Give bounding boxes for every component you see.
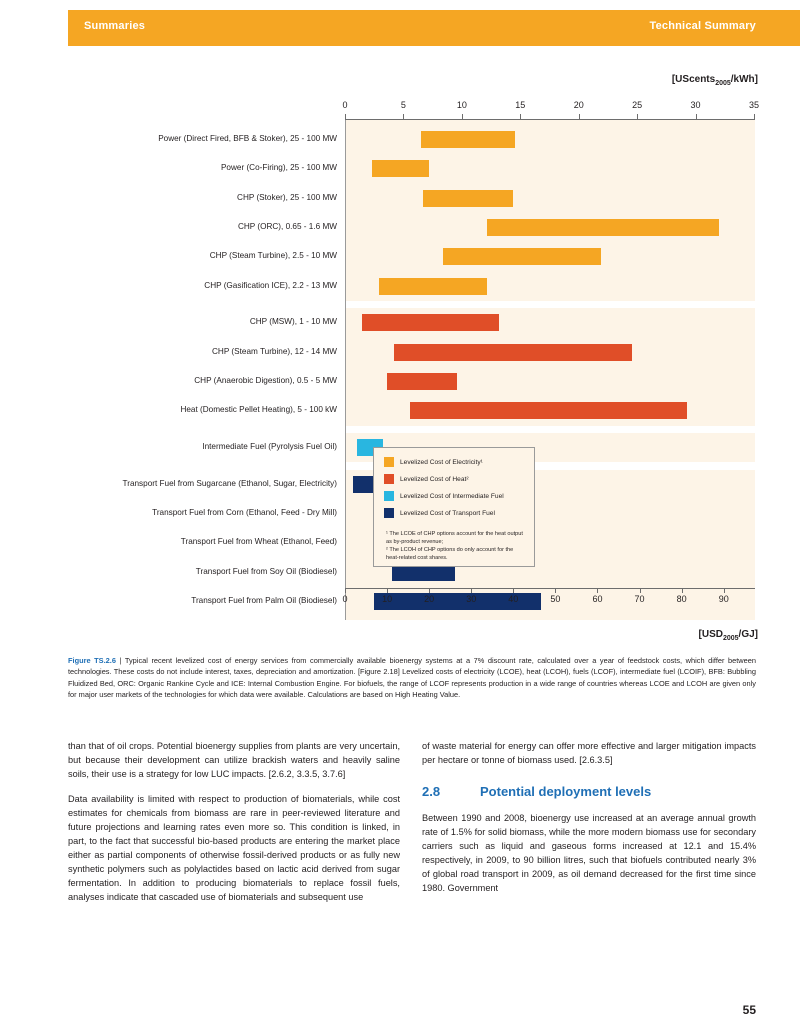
bar-category-label: CHP (Anaerobic Digestion), 0.5 - 5 MW	[194, 375, 337, 385]
plot-area	[68, 98, 758, 610]
figure-caption-text: | Typical recent levelized cost of energy services from commercially available bioenergy systems at a 7% discount rate, calculated over a year of feedstock costs, which differ between technologies. These costs do not include interest, taxes, depreciation and amortization. [Figure 2.18] Levelized costs of electricity (LCOE), heat (LCOH), fuels (LCOF), intermediate fuel (LCOIF), BFB: Bubbling Fluidized Bed, ORC: Organic Rankine Cycle and ICE: Internal Combustion Engine. For biofuels, the range of LCOF represents production in a wide range of countries whereas LCOE and LCOH are given only for major user markets of the technologies for which data were available. Calculations are based on High Heating Value.	[68, 656, 756, 700]
bottom-axis-unit	[699, 629, 758, 642]
axis-tick-label: 60	[592, 594, 603, 604]
axis-tick-label: 40	[508, 594, 519, 604]
axis-tick-label: 30	[466, 594, 477, 604]
bar-category-label: Transport Fuel from Palm Oil (Biodiesel)	[191, 596, 337, 605]
chart-bar	[423, 190, 513, 207]
bottom-axis-unit-sub: 2005	[722, 635, 739, 642]
legend-swatch	[384, 508, 394, 518]
top-axis-unit-post: /kWh]	[730, 74, 758, 85]
bottom-axis-unit-post: /GJ]	[738, 629, 758, 640]
bar-category-label: Heat (Domestic Pellet Heating), 5 - 100 kW	[180, 405, 337, 415]
axis-tick-mark	[429, 588, 430, 593]
chart-legend	[373, 447, 535, 567]
axis-tick-mark	[471, 588, 472, 593]
axis-tick-mark	[682, 588, 683, 593]
body-column-left	[68, 740, 400, 916]
bar-category-label: Transport Fuel from Sugarcane (Ethanol, Sugar, Electricity)	[122, 478, 337, 488]
axis-tick-mark	[345, 588, 346, 593]
category-labels	[68, 98, 348, 610]
header-left-label: Summaries	[84, 20, 146, 32]
bar-category-label: Intermediate Fuel (Pyrolysis Fuel Oil)	[202, 442, 337, 451]
axis-tick-label: 20	[573, 100, 584, 110]
chart-bar	[421, 131, 516, 148]
axis-tick-label: 30	[690, 100, 701, 110]
legend-label: Levelized Cost of Heat²	[400, 476, 469, 483]
legend-swatch	[384, 491, 394, 501]
bottom-axis-ticks	[342, 588, 754, 610]
axis-tick-label: 0	[342, 594, 348, 604]
figure-caption-label: Figure TS.2.6	[68, 656, 116, 665]
bar-category-label: CHP (ORC), 0.65 - 1.6 MW	[237, 221, 337, 231]
chart-bar	[387, 373, 457, 390]
paragraph: Data availability is limited with respect to production of biomaterials, while cost estimates for chemicals from biomass are rare in peer-reviewed literature and future projections and learning rates even more so. This condition is linked, in part, to the fact that successful bio-based products are entering the market place either as partial components of otherwise fossil-derived products or as fully new synthetic polymers such as polylactides based on lactic acid derived from sugar fermentation. In addition to producing biomaterials to replace fossil fuels, analyses indicate that cascaded use of biomaterials and subsequent use	[68, 793, 400, 902]
legend-label: Levelized Cost of Transport Fuel	[400, 510, 495, 517]
chart-bar	[362, 314, 499, 331]
axis-tick-mark	[724, 588, 725, 593]
legend-footnote: ² The LCOH of CHP options do only account for the heat-related cost shares.	[386, 547, 514, 562]
axis-tick-mark	[555, 588, 556, 593]
bar-category-label: Power (Co-Firing), 25 - 100 MW	[220, 163, 337, 173]
top-axis-unit-sub: 2005	[715, 80, 731, 87]
chart-bar	[487, 219, 718, 236]
axis-tick-mark	[640, 588, 641, 593]
axis-tick-label: 90	[718, 594, 729, 604]
axis-tick-label: 15	[515, 100, 526, 110]
header-right-label: Technical Summary	[649, 20, 756, 32]
group-separator	[346, 301, 755, 309]
chart-bar	[379, 278, 488, 295]
bar-category-label: Transport Fuel from Wheat (Ethanol, Feed)	[180, 537, 337, 547]
axis-tick-label: 35	[748, 100, 760, 110]
top-axis-unit	[672, 74, 758, 87]
bar-category-label: Transport Fuel from Soy Oil (Biodiesel)	[195, 566, 337, 576]
figure-ts-2-6	[68, 72, 758, 642]
axis-tick-label: 5	[400, 100, 406, 110]
chart-bar	[394, 344, 632, 361]
paragraph: than that of oil crops. Potential bioenergy supplies from plants are very uncertain, but because their development can utilize brackish waters and heavily saline soils, their use is a strategy for low LUC impacts. [2.6.2, 3.3.5, 3.7.6]	[68, 741, 400, 779]
legend-footnote: ¹ The LCOE of CHP options account for the heat output as by-product revenue;	[386, 531, 523, 546]
top-axis-ticks	[342, 98, 760, 120]
axis-tick-label: 10	[456, 100, 467, 110]
bar-category-label: CHP (Gasification ICE), 2.2 - 13 MW	[204, 280, 337, 290]
section-title: Potential deployment levels	[480, 783, 652, 799]
bar-category-label: CHP (Steam Turbine), 2.5 - 10 MW	[209, 251, 337, 261]
paragraph: Between 1990 and 2008, bioenergy use increased at an average annual growth rate of 1.5% for solid biomass, while the more modern biomass use for secondary carriers such as liquid and gaseous forms increased at 12.1 and 15.4% respectively, in 2009, to 90 billion litres, such that biofuels contributed nearly 3% of global road transport in 2009, as oil demand decreased for the first time since 1980. Government	[422, 812, 756, 893]
bar-category-label: Transport Fuel from Corn (Ethanol, Feed - Dry Mill)	[152, 508, 337, 518]
axis-tick-label: 80	[676, 594, 687, 604]
axis-tick-label: 70	[634, 594, 645, 604]
axis-tick-mark	[597, 588, 598, 593]
legend-swatch	[384, 474, 394, 484]
legend-label: Levelized Cost of Intermediate Fuel	[400, 493, 504, 500]
bar-category-label: CHP (Steam Turbine), 12 - 14 MW	[212, 346, 337, 356]
bar-category-label: CHP (MSW), 1 - 10 MW	[249, 317, 337, 327]
section-number: 2.8	[422, 783, 441, 799]
axis-tick-label: 0	[342, 100, 348, 110]
axis-tick-mark	[513, 588, 514, 593]
legend-swatch	[384, 457, 394, 467]
chart-bar	[443, 248, 601, 265]
page-number: 55	[742, 1003, 756, 1017]
section-heading	[422, 782, 756, 802]
chart-bar	[410, 402, 687, 419]
axis-tick-label: 10	[382, 594, 393, 604]
axis-tick-label: 25	[632, 100, 643, 110]
chart-bar	[372, 160, 429, 177]
paragraph: of waste material for energy can offer more effective and larger mitigation impacts per hectare or tonne of biomass used. [2.6.3.5]	[422, 741, 756, 765]
axis-tick-mark	[387, 588, 388, 593]
axis-tick-label: 20	[424, 594, 435, 604]
bar-category-label: Power (Direct Fired, BFB & Stoker), 25 - 100 MW	[158, 134, 337, 143]
page-header	[0, 0, 800, 55]
top-axis-unit-pre: [UScents	[671, 74, 716, 85]
group-separator	[346, 426, 755, 434]
body-column-right	[422, 740, 756, 907]
figure-caption	[68, 655, 756, 701]
legend-label: Levelized Cost of Electricity¹	[400, 459, 483, 466]
axis-tick-label: 50	[550, 594, 561, 604]
bar-category-label: CHP (Stoker), 25 - 100 MW	[237, 192, 337, 202]
bottom-axis-unit-pre: [USD	[698, 629, 723, 640]
